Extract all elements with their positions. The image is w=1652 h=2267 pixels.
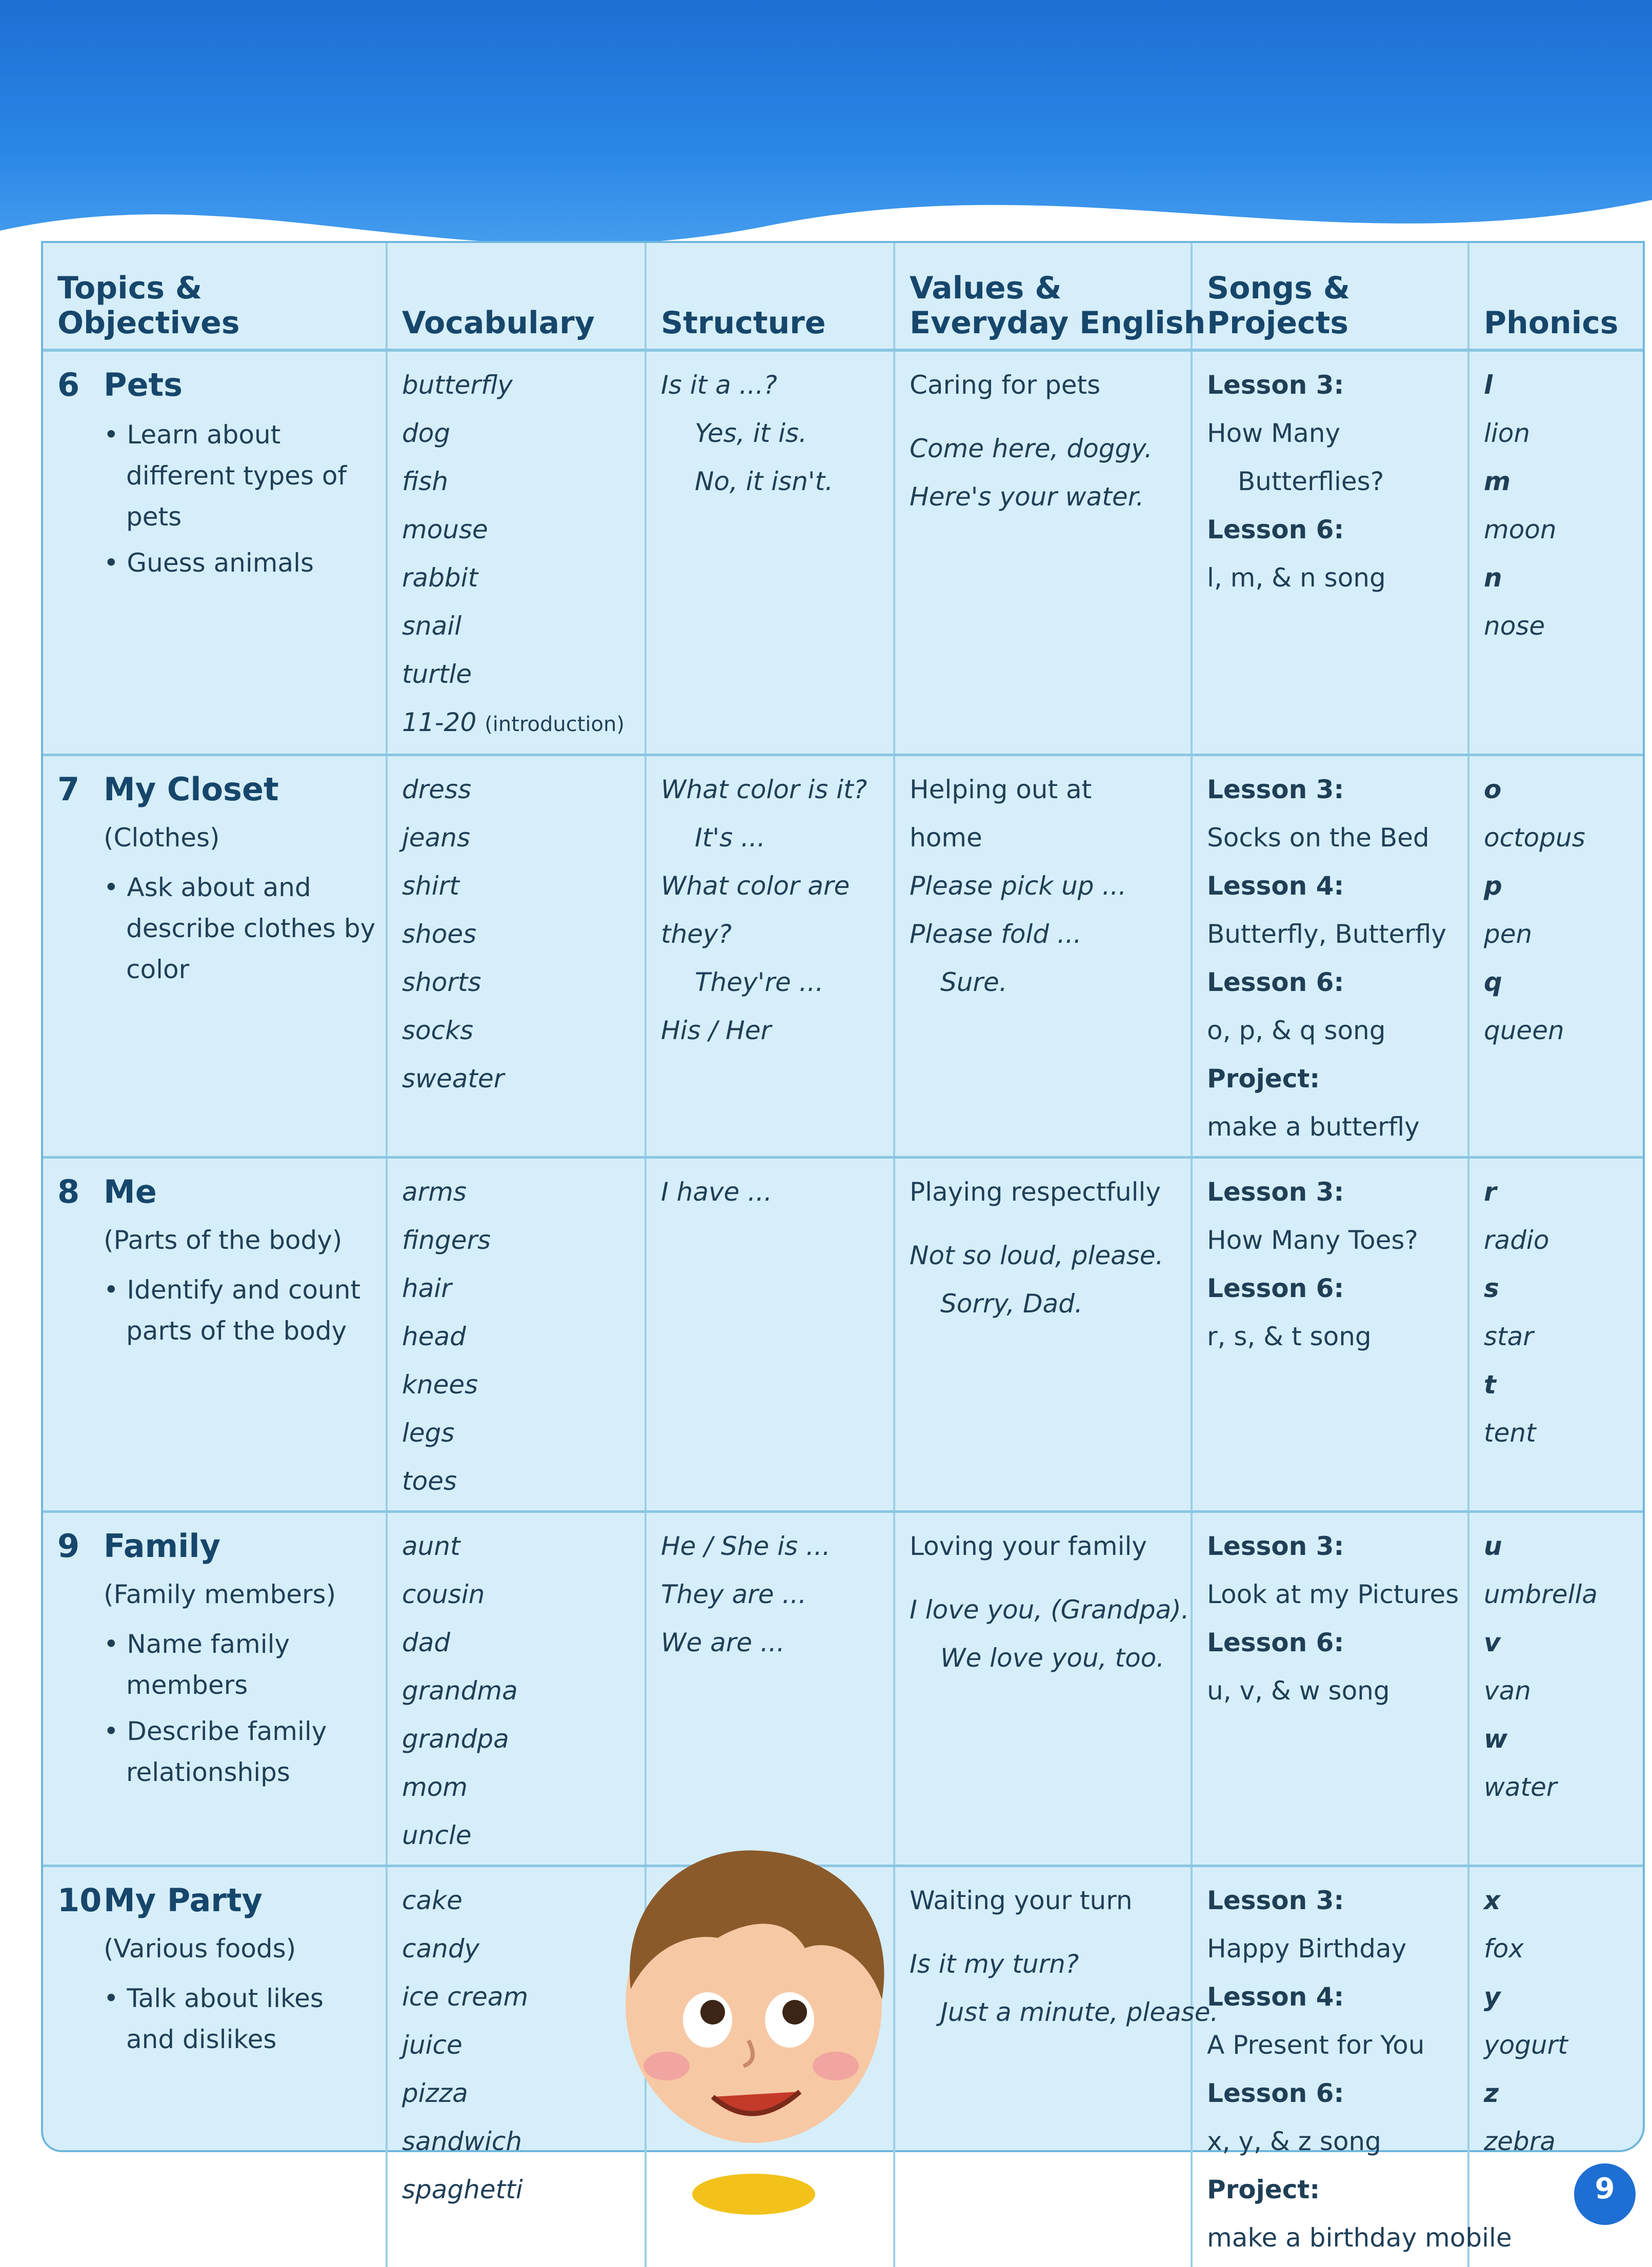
table-row — [43, 1512, 1643, 1866]
header-vocabulary: Vocabulary — [387, 243, 646, 350]
objective: • Identify and count parts of the body — [57, 1269, 378, 1351]
phonics-cell: u umbrella v van w water — [1468, 1512, 1643, 1866]
unit-title: 10My Party — [57, 1876, 378, 1925]
table-row — [43, 1158, 1643, 1512]
structure-cell: I have ... — [646, 1158, 894, 1512]
topics-cell — [43, 350, 387, 755]
objective: • Name family members — [57, 1624, 378, 1706]
objective: • Learn about different types of pets — [57, 414, 378, 537]
unit-title: 8 Me — [57, 1168, 378, 1216]
values-cell: Loving your family I love you, (Grandpa). We love you, too. — [894, 1512, 1192, 1866]
page-number: 9 — [1574, 2163, 1636, 2225]
values-cell: Playing respectfully Not so loud, please. Sorry, Dad. — [894, 1158, 1192, 1512]
songs-cell: Lesson 3: Happy Birthday Lesson 4: A Present for You Lesson 6: x, y, & z song Project: make a birthday mobile — [1192, 1866, 1468, 2267]
unit-title: 7 My Closet — [57, 765, 378, 814]
phonics-cell: r radio s star t tent — [1468, 1158, 1643, 1512]
vocabulary-cell: arms fingers hair head knees legs toes — [387, 1158, 646, 1512]
header-values: Values & Everyday English — [894, 243, 1192, 350]
boy-illustration — [590, 1835, 918, 2195]
songs-cell: Lesson 3: Look at my Pictures Lesson 6: u, v, & w song — [1192, 1512, 1468, 1866]
songs-cell: Lesson 3: Socks on the Bed Lesson 4: Butterfly, Butterfly Lesson 6: o, p, & q song Project: make a butterfly — [1192, 755, 1468, 1158]
table-row — [43, 350, 1643, 755]
vocabulary-cell: dress jeans shirt shoes shorts socks sweater — [387, 755, 646, 1158]
phonics-cell: o octopus p pen q queen — [1468, 755, 1643, 1158]
unit-title: 9 Family — [57, 1522, 378, 1570]
vocabulary-cell: aunt cousin dad grandma grandpa mom uncle — [387, 1512, 646, 1866]
values-cell: Helping out at home Please pick up ... Please fold ... Sure. — [894, 755, 1192, 1158]
header-structure: Structure — [646, 243, 894, 350]
values-cell: Waiting your turn Is it my turn? Just a minute, please. — [894, 1866, 1192, 2267]
header-songs: Songs & Projects — [1192, 243, 1468, 350]
unit-title: 6 Pets — [57, 361, 378, 409]
header-banner — [0, 0, 1652, 267]
songs-cell: Lesson 3: How Many Butterflies? Lesson 6: l, m, & n song — [1192, 350, 1468, 755]
table-row — [43, 755, 1643, 1158]
topics-cell: 9 Family (Family members) • Name family members • Describe family relationships — [43, 1512, 387, 1866]
vocabulary-cell: cake candy ice cream juice pizza sandwich spaghetti — [387, 1866, 646, 2267]
structure-cell: What color is it? It's ... What color are they? They're ... His / Her — [646, 755, 894, 1158]
phonics-cell: x fox y yogurt z zebra — [1468, 1866, 1643, 2267]
objective: • Talk about likes and dislikes — [57, 1978, 378, 2060]
topics-cell: 7 My Closet (Clothes) • Ask about and describe clothes by color — [43, 755, 387, 1158]
structure-cell: He / She is ... They are ... We are ... — [646, 1512, 894, 1866]
topics-cell: 8 Me (Parts of the body) • Identify and count parts of the body — [43, 1158, 387, 1512]
values-cell: Caring for pets Come here, doggy. Here's your water. — [894, 350, 1192, 755]
songs-cell: Lesson 3: How Many Toes? Lesson 6: r, s, & t song — [1192, 1158, 1468, 1512]
objective: • Ask about and describe clothes by color — [57, 867, 378, 990]
header-topics: Topics & Objectives — [43, 243, 387, 350]
objective: • Describe family relationships — [57, 1711, 378, 1793]
table-header-row — [43, 243, 1643, 350]
header-phonics: Phonics — [1468, 243, 1643, 350]
phonics-cell: l lion m moon n nose — [1468, 350, 1643, 755]
objective: • Guess animals — [57, 542, 378, 583]
structure-cell: Is it a ...? Yes, it is. No, it isn't. — [646, 350, 894, 755]
topics-cell: 10My Party (Various foods) • Talk about likes and dislikes — [43, 1866, 387, 2267]
vocabulary-cell: butterfly dog fish mouse rabbit snail turtle 11-20 (introduction) — [387, 350, 646, 755]
